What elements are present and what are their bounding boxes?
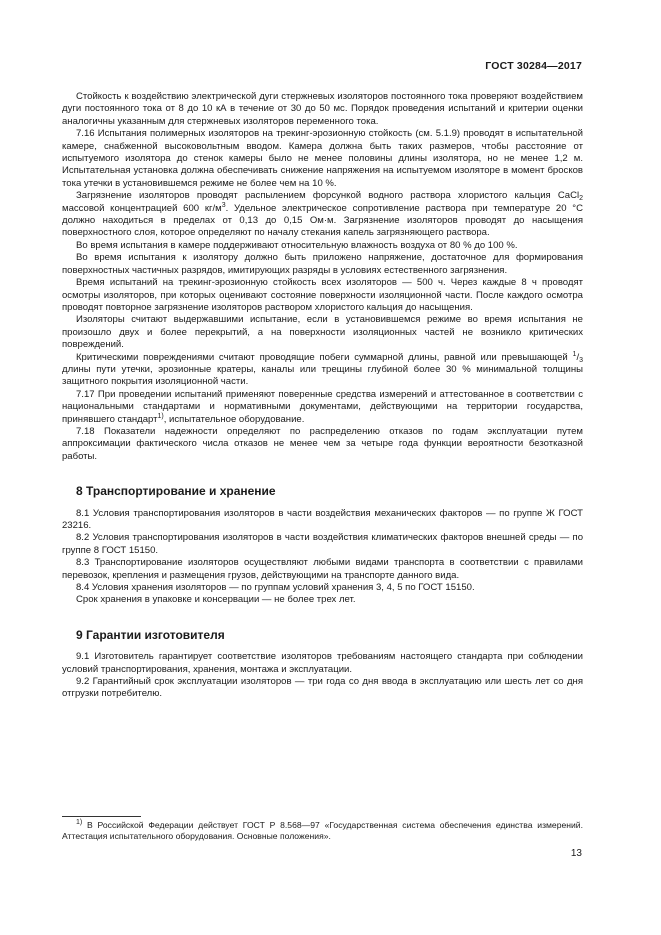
- paragraph-7-17: 7.17 При проведении испытаний применяют поверенные средства измерений и аттестованное в соответствии с национальными стандартами и нормативными документами, действующими на территории государства, принявшего стандарт$^{1)}$, испытательное оборудование.: [62, 388, 583, 425]
- paragraph-8-1: 8.1 Условия транспортирования изоляторов в части воздействия механических факторов — по группе Ж ГОСТ 23216.: [62, 507, 583, 531]
- paragraph-storage-term: Срок хранения в упаковке и консервации — не более трех лет.: [76, 594, 356, 606]
- paragraph-test-duration: Время испытаний на трекинг-эрозионную стойкость всех изоляторов — 500 ч. Через каждые 8 ч проводят осмотры изоляторов, при которых оценивают состояние поверхности изоляционной части. После каждого осмотра проводят повторное загрязнение изоляторов раствором хлористого кальция до насыщения.: [62, 277, 583, 313]
- footnote: $^{1)}$ В Российской Федерации действует ГОСТ Р 8.568—97 «Государственная система обеспечения единства измерений. Аттестация испытательного оборудования. Основные положения».: [62, 819, 583, 841]
- superscript-3: 3: [221, 201, 226, 209]
- fraction-denominator: 3: [579, 356, 583, 364]
- paragraph-9-1: 9.1 Изготовитель гарантирует соответствие изоляторов требованиям настоящего стандарта при соблюдении условий транспортирования, хранения, монтажа и эксплуатации.: [62, 651, 583, 675]
- fraction-numerator: 1: [572, 350, 577, 358]
- paragraph-pass-criteria: Изоляторы считают выдержавшими испытание, если в установившемся режиме во время испытания не произошло двух и более перекрытий, а на поверхности изоляционных частей не возникло критических повреждений.: [62, 314, 583, 351]
- page-number: 13: [570, 848, 582, 859]
- paragraph-voltage: Во время испытания к изолятору должно быть приложено напряжение, достаточное для формирования поверхностных частичных разрядов, имитирующих разряды в условиях естественного загрязнения.: [62, 252, 583, 276]
- main-text: [62, 91, 583, 701]
- paragraph-8-2: 8.2 Условия транспортирования изоляторов в части воздействия климатических факторов внешней среды — по группе 8 ГОСТ 15150.: [62, 532, 583, 556]
- footnote-reference: 1): [157, 412, 164, 420]
- paragraph-contamination: Загрязнение изоляторов проводят распылением форсункой водного раствора хлористого кальция CaCl$_2$ массовой концентрацией 600 $кг/м^3$. Удельное электрическое сопротивление раствора при температуре 20 °С должно находиться в пределах от 0,13 до 0,15 Ом·м. Загрязнение изоляторов проводят до насыщения поверхностного слоя, которое определяют по началу стекания капель загрязняющего раствора.: [62, 190, 583, 239]
- fraction-separator: /: [576, 351, 580, 363]
- footnote-divider: [62, 816, 141, 817]
- paragraph-9-2: 9.2 Гарантийный срок эксплуатации изоляторов — три года со дня ввода в эксплуатацию или шесть лет со дня отгрузки потребителю.: [62, 676, 583, 700]
- paragraph-dc-arc-resistance: Стойкость к воздействию электрической дуги стержневых изоляторов постоянного тока проверяют воздействием дуги постоянного тока от 8 до 10 кА в течение от 30 до 50 мс. Порядок проведения испытаний и критерии оценки аналогичны указанным для стержневых изоляторов переменного тока.: [62, 91, 583, 127]
- paragraph-humidity: Во время испытания в камере поддерживают относительную влажность воздуха от 80 % до 100 %.: [76, 239, 518, 251]
- footnote-mark: 1): [76, 819, 83, 826]
- subscript-2: 2: [579, 195, 583, 203]
- paragraph-8-4: 8.4 Условия хранения изоляторов — по группам условий хранения 3, 4, 5 по ГОСТ 15150.: [76, 582, 475, 594]
- paragraph-8-3: 8.3 Транспортирование изоляторов осуществляют любыми видами транспорта в соответствии с правилами перевозок, крепления и размещения грузов, действующими на транспорте данного вида.: [62, 557, 583, 581]
- paragraph-7-18: 7.18 Показатели надежности определяют по распределению отказов по годам эксплуатации путем аппроксимации фактического числа отказов не менее чем за четыре года функции вероятности безотказной работы.: [62, 425, 583, 462]
- section-8-title: 8 Транспортирование и хранение: [76, 484, 276, 499]
- paragraph-7-16: 7.16 Испытания полимерных изоляторов на трекинг-эрозионную стойкость (см. 5.1.9) проводят в испытательной камере, снабженной высоковольтным вводом. Камера должна быть таких размеров, чтобы расстояние от испытуемого изолятора до стенок камеры было не менее половины длины изолятора, но не менее 1,2 м. Испытательная установка должна обеспечивать снижение напряжения на испытуемом изоляторе в момент бросков тока утечки в установившемся режиме не более чем на 10 %.: [62, 128, 583, 189]
- document-code-header: ГОСТ 30284—2017: [485, 60, 582, 72]
- section-9-title: 9 Гарантии изготовителя: [76, 627, 225, 642]
- paragraph-critical-damage: Критическими повреждениями считают проводящие побеги суммарной длины, равной или превышающей $^1/_3$ длины пути утечки, эрозионные кратеры, каналы или трещины глубиной более 30 % минимальной толщины защитного покрытия изоляционной части.: [62, 350, 583, 388]
